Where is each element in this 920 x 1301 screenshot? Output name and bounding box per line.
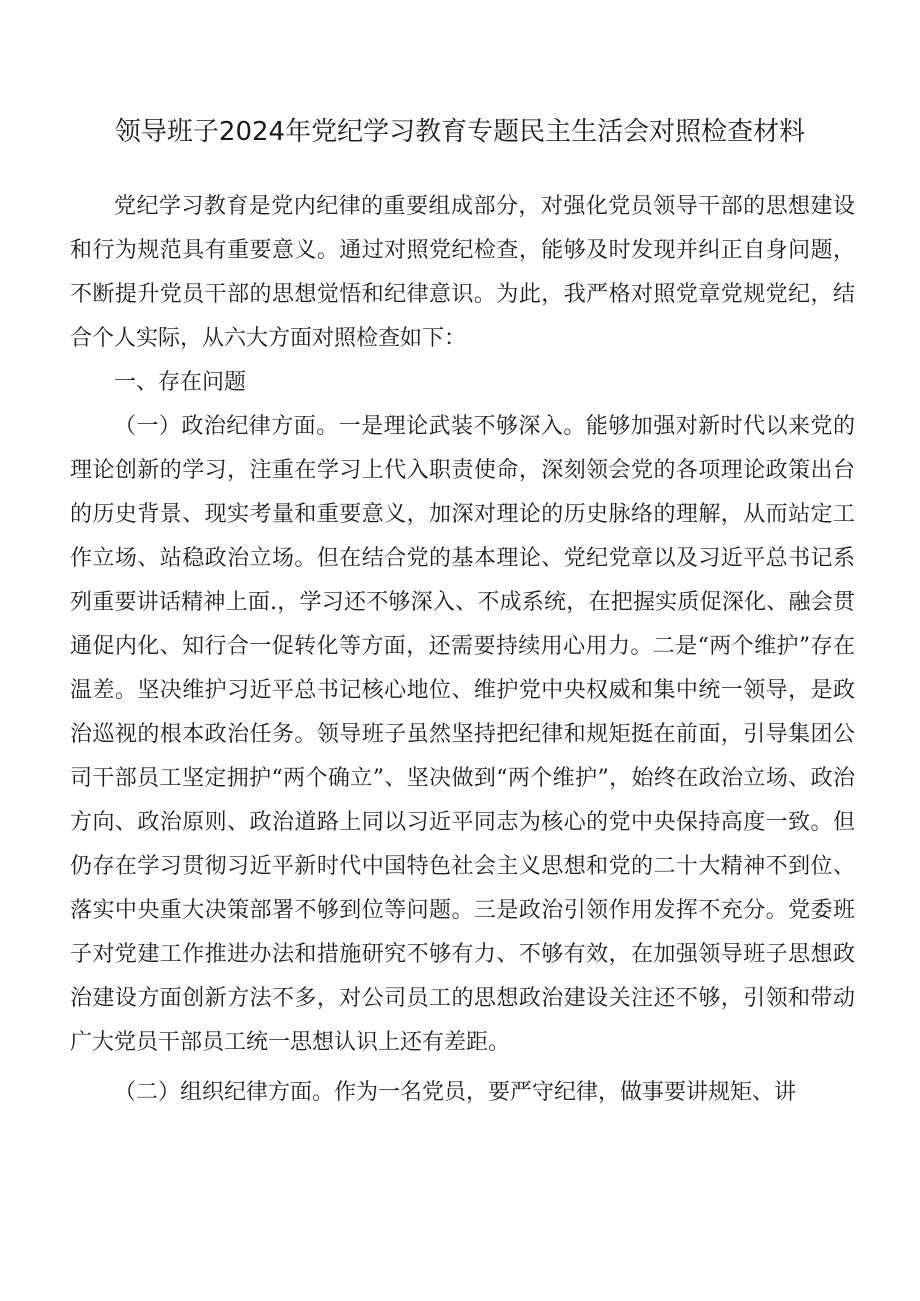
document-body [70,185,855,1115]
document-title: 领导班子2024年党纪学习教育专题民主生活会对照检查材料 [114,117,806,147]
political-discipline-paragraph: （一）政治纪律方面。一是理论武装不够深入。能够加强对新时代以来党的理论创新的学习，注重在学习上代入职责使命，深刻领会党的各项理论政策出台的历史背景、现实考量和重要意义，加深对理论的历史脉络的理解，从而站定工作立场、站稳政治立场。但在结合党的基本理论、党纪党章以及习近平总书记系列重要讲话精神上面.，学习还不够深入、不成系统，在把握实质促深化、融会贯通促内化、知行合一促转化等方面，还需要持续用心用力。二是“两个维护”存在温差。坚决维护习近平总书记核心地位、维护党中央权威和集中统一领导，是政治巡视的根本政治任务。领导班子虽然坚持把纪律和规矩挺在前面，引导集团公司干部员工坚定拥护“两个确立”、坚决做到“两个维护”，始终在政治立场、政治方向、政治原则、政治道路上同以习近平同志为核心的党中央保持高度一致。但仍存在学习贯彻习近平新时代中国特色社会主义思想和党的二十大精神不到位、落实中央重大决策部署不够到位等问题。三是政治引领作用发挥不充分。党委班子对党建工作推进办法和措施研究不够有力、不够有效，在加强领导班子思想政治建设方面创新方法不多，对公司员工的思想政治建设关注还不够，引领和带动广大党员干部员工统一思想认识上还有差距。 [70,414,855,1055]
section-heading-existing-problems: 一、存在问题 [114,370,247,395]
organizational-discipline-paragraph: （二）组织纪律方面。作为一名党员，要严守纪律，做事要讲规矩、讲 [114,1080,797,1105]
intro-paragraph: 党纪学习教育是党内纪律的重要组成部分，对强化党员领导干部的思想建设和行为规范具有重要意义。通过对照党纪检查，能够及时发现并纠正自身问题，不断提升党员干部的思想觉悟和纪律意识。为此，我严格对照党章党规党纪，结合个人实际，从六大方面对照检查如下： [70,194,855,351]
